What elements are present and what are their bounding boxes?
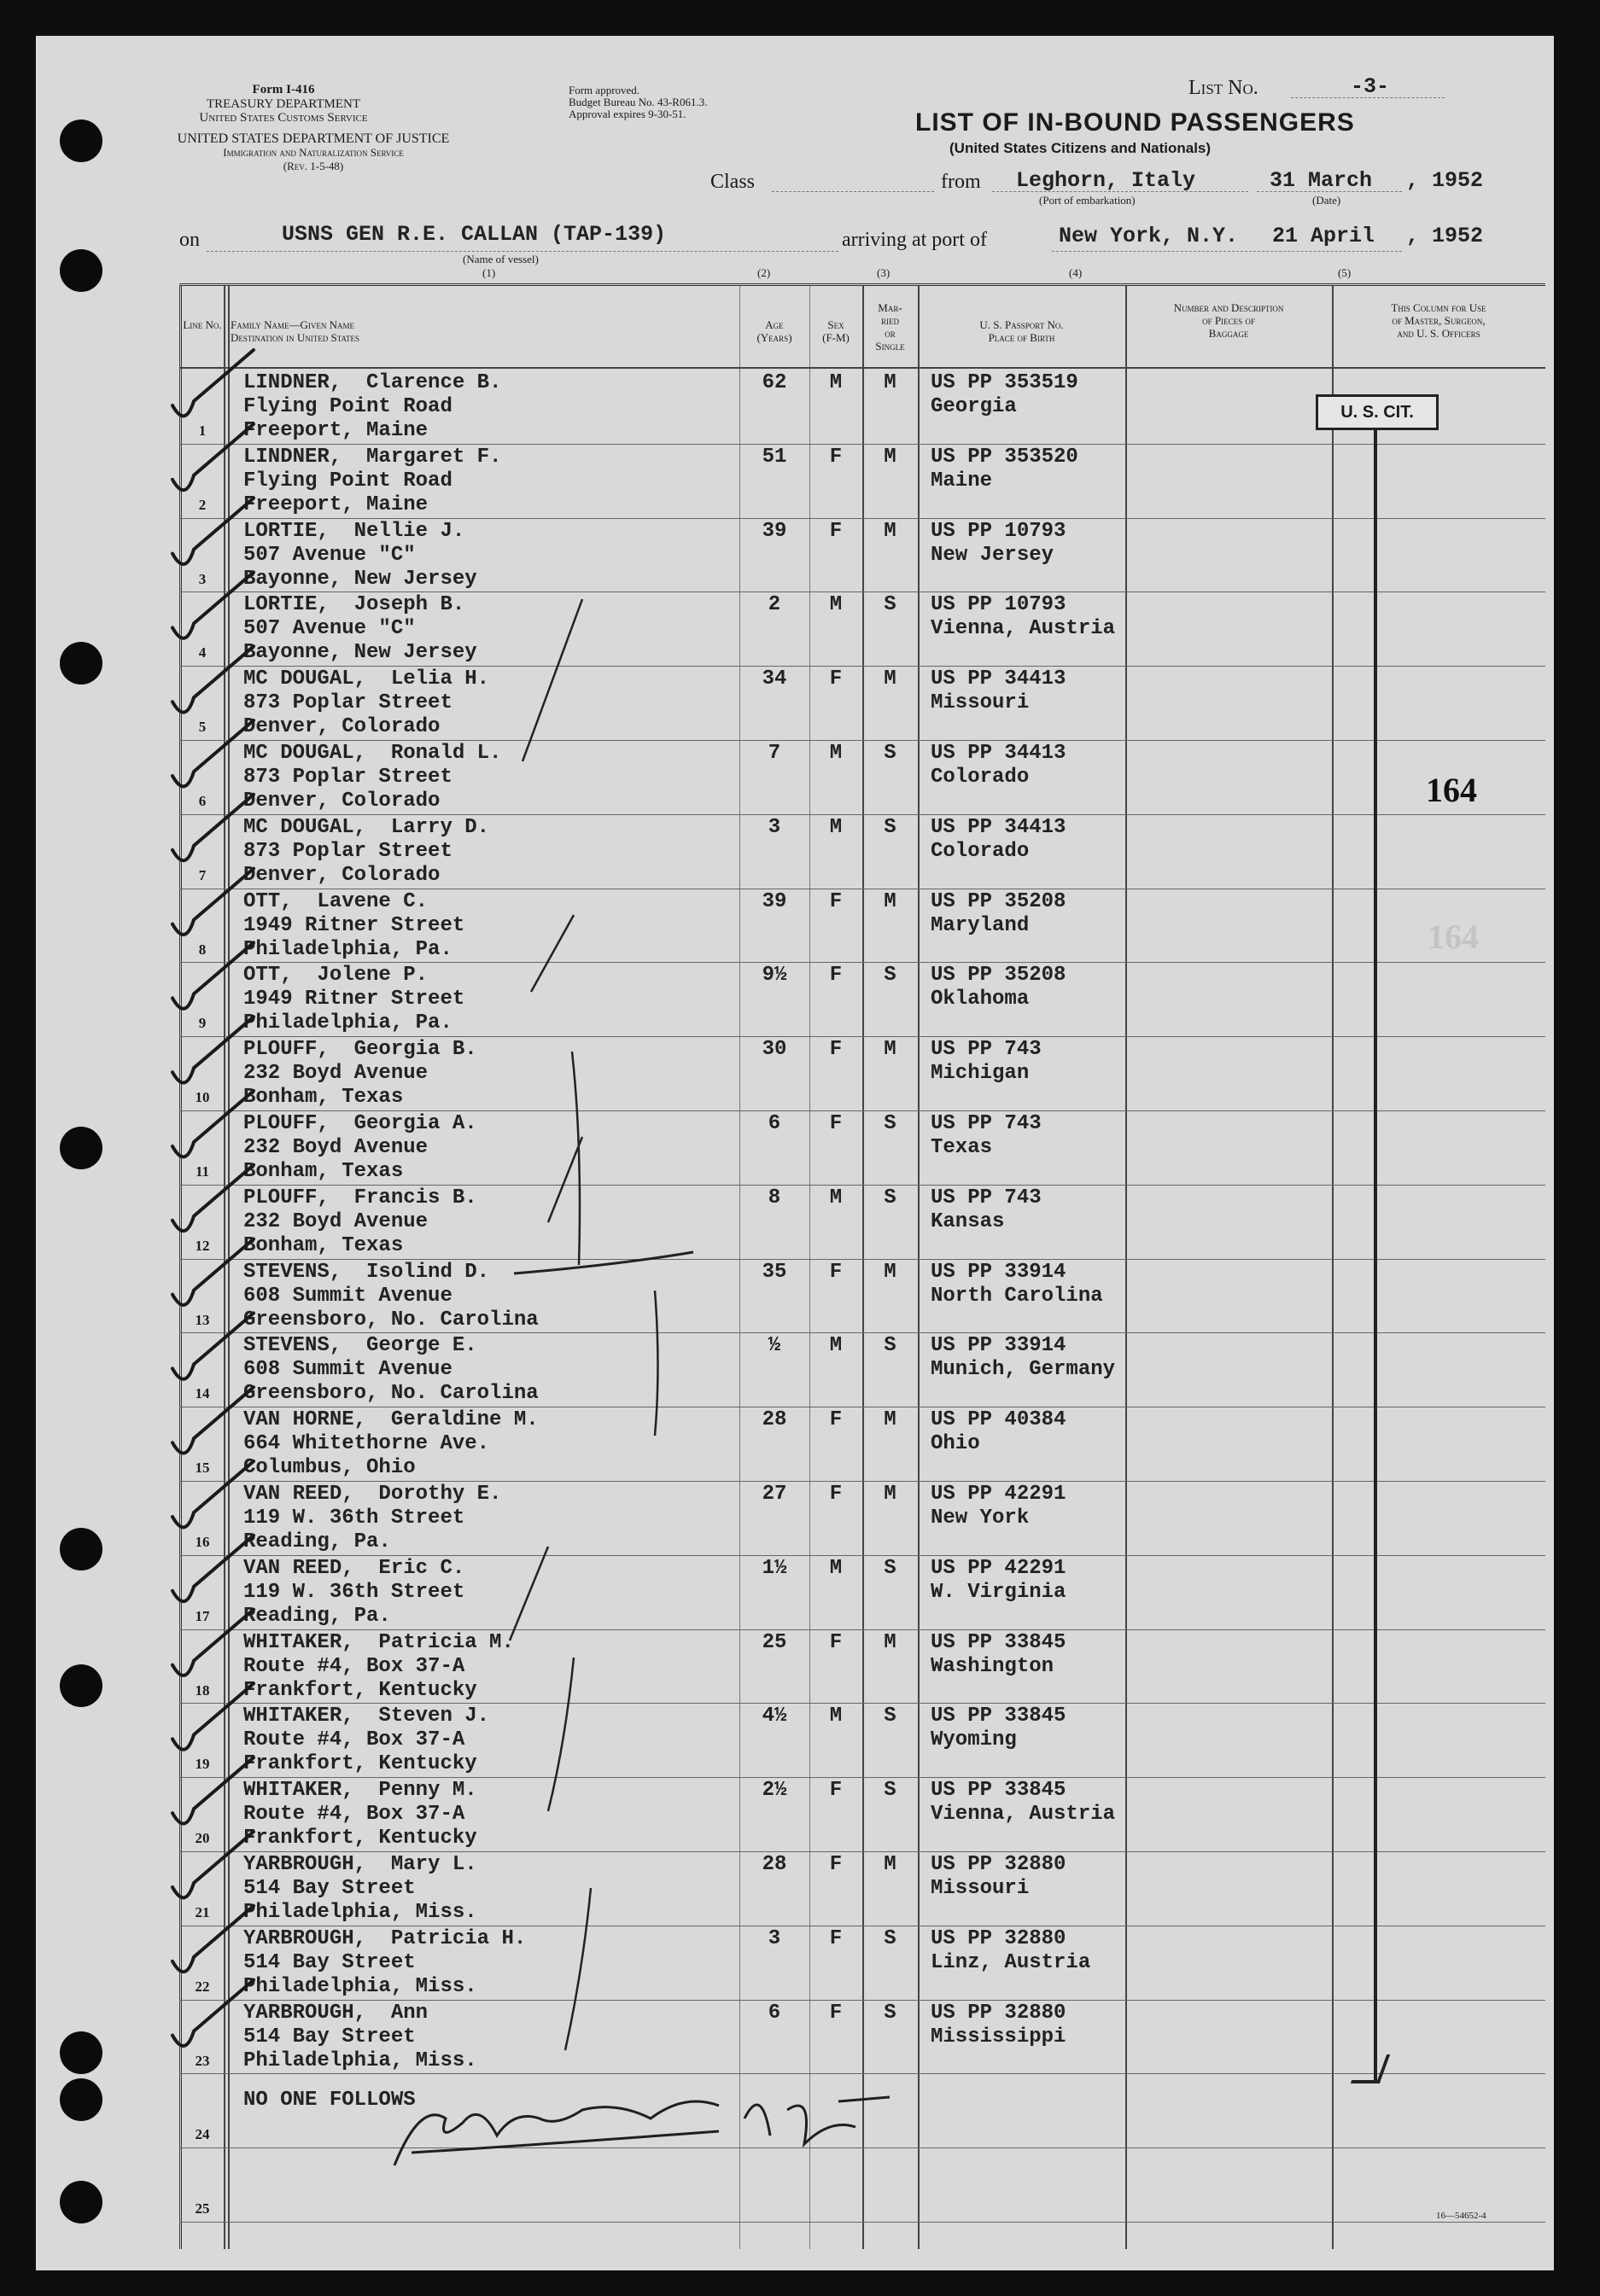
passenger-name-destination: PLOUFF, Georgia A. 232 Boyd Avenue Bonham, Texas [243, 1112, 477, 1183]
passenger-sex: F [829, 1630, 843, 1654]
arrival-date: 21 April [1272, 224, 1375, 248]
passport-and-birthplace: US PP 40384 Ohio [931, 1408, 1066, 1456]
check-mark [172, 1980, 254, 2046]
passport-and-birthplace: US PP 10793 Vienna, Austria [931, 593, 1116, 641]
passenger-age: 25 [762, 1630, 787, 1654]
dept-justice-sub: Immigration and Naturalization Service [223, 146, 404, 159]
passenger-age: ½ [768, 1334, 781, 1358]
passenger-name-destination: STEVENS, Isolind D. 608 Summit Avenue Greensboro, No. Carolina [243, 1260, 539, 1332]
form-title: LIST OF IN-BOUND PASSENGERS [915, 108, 1355, 137]
check-mark [172, 1017, 254, 1082]
line-number: 20 [195, 1830, 210, 1847]
no-one-follows: NO ONE FOLLOWS [243, 2089, 416, 2112]
passenger-name-destination: PLOUFF, Georgia B. 232 Boyd Avenue Bonham, Texas [243, 1038, 477, 1110]
passenger-sex: F [829, 667, 843, 691]
date-caption: (Date) [1312, 194, 1341, 207]
passenger-marital-status: S [884, 593, 896, 617]
passenger-sex: F [829, 2001, 843, 2025]
line-number: 8 [198, 941, 207, 958]
passenger-marital-status: M [884, 1630, 896, 1654]
class-label: Class [710, 171, 756, 193]
line-number: 4 [198, 644, 207, 661]
passport-and-birthplace: US PP 10793 New Jersey [931, 519, 1066, 567]
passenger-age: 35 [762, 1260, 787, 1284]
check-mark [172, 1387, 254, 1453]
passenger-name-destination: LINDNER, Margaret F. Flying Point Road Freeport, Maine [243, 445, 502, 516]
check-mark [172, 498, 254, 564]
col-married: Mar- ried or Single [875, 301, 905, 353]
check-mark [172, 646, 254, 712]
list-no-value: -3- [1351, 74, 1390, 99]
passenger-name-destination: STEVENS, George E. 608 Summit Avenue Greensboro, No. Carolina [243, 1334, 539, 1406]
passport-and-birthplace: US PP 743 Kansas [931, 1186, 1042, 1233]
col-num-3: (3) [877, 266, 891, 279]
line-number: 22 [195, 1978, 210, 1995]
passenger-age: 8 [768, 1186, 781, 1209]
passenger-age: 28 [762, 1853, 787, 1876]
check-mark [172, 1165, 254, 1231]
approval-expiry-text: Approval expires 9-30-51. [569, 108, 686, 120]
passenger-sex: F [829, 1038, 843, 1062]
passenger-sex: F [829, 519, 843, 543]
passenger-age: 2 [768, 593, 781, 617]
passport-and-birthplace: US PP 353519 Georgia [931, 371, 1078, 418]
passenger-name-destination: LORTIE, Nellie J. 507 Avenue "C" Bayonne, New Jersey [243, 519, 477, 591]
line-number: 5 [198, 719, 207, 736]
passenger-name-destination: OTT, Lavene C. 1949 Ritner Street Philadelphia, Pa. [243, 889, 465, 961]
passenger-name-destination: VAN REED, Dorothy E. 119 W. 36th Street Reading, Pa. [243, 1483, 502, 1553]
binder-hole [60, 1127, 102, 1169]
passenger-marital-status: S [884, 1926, 896, 1950]
passenger-marital-status: M [884, 1260, 896, 1284]
passenger-name-destination: YARBROUGH, Mary L. 514 Bay Street Philadelphia, Miss. [243, 1853, 477, 1924]
line-number: 23 [195, 2052, 210, 2069]
passport-and-birthplace: US PP 32880 Missouri [931, 1853, 1066, 1900]
passenger-sex: F [829, 889, 843, 913]
line-number: 7 [198, 866, 207, 883]
dept-justice: UNITED STATES DEPARTMENT OF JUSTICE [177, 131, 450, 146]
line-number: 18 [195, 1681, 210, 1699]
check-mark [172, 942, 254, 1008]
passport-and-birthplace: US PP 42291 W. Virginia [931, 1556, 1066, 1604]
passenger-sex: M [829, 742, 843, 765]
line-number: 14 [195, 1385, 210, 1402]
passenger-name-destination: PLOUFF, Francis B. 232 Boyd Avenue Bonham, Texas [243, 1186, 477, 1257]
check-mark [172, 1832, 254, 1897]
passenger-name-destination: VAN HORNE, Geraldine M. 664 Whitethorne Ave. Columbus, Ohio [243, 1408, 539, 1480]
passenger-name-destination: MC DOUGAL, Larry D. 873 Poplar Street Denver, Colorado [243, 815, 490, 887]
form-subtitle: (United States Citizens and Nationals) [949, 140, 1212, 156]
passenger-name-destination: MC DOUGAL, Lelia H. 873 Poplar Street Denver, Colorado [243, 667, 490, 739]
check-mark [172, 1239, 254, 1305]
passport-and-birthplace: US PP 35208 Maryland [931, 889, 1066, 937]
passenger-marital-status: M [884, 371, 896, 394]
passport-and-birthplace: US PP 32880 Mississippi [931, 2001, 1066, 2048]
col-passport: U. S. Passport No. Place of Birth [979, 318, 1064, 344]
passenger-age: 34 [762, 667, 787, 691]
passenger-sex: F [829, 445, 843, 469]
check-mark [172, 1461, 254, 1527]
line-number: 24 [195, 2126, 210, 2143]
form-approved-text: Form approved. [569, 84, 640, 96]
vessel-caption: (Name of vessel) [463, 253, 539, 265]
passenger-marital-status: M [884, 667, 896, 691]
passenger-sex: F [829, 1779, 843, 1803]
passenger-sex: M [829, 371, 843, 394]
arrival-year: , 1952 [1406, 224, 1484, 248]
passenger-sex: M [829, 1556, 843, 1580]
check-mark [172, 1906, 254, 1972]
handwritten-marks [36, 36, 1554, 2270]
passenger-age: 9½ [762, 964, 787, 988]
passport-and-birthplace: US PP 743 Michigan [931, 1038, 1042, 1086]
passenger-sex: M [829, 593, 843, 617]
passenger-sex: F [829, 964, 843, 988]
passenger-sex: F [829, 1408, 843, 1432]
passenger-marital-status: M [884, 1483, 896, 1506]
passenger-count-stamp-faint: 164 [1428, 918, 1479, 956]
passport-and-birthplace: US PP 34413 Colorado [931, 742, 1066, 789]
passport-and-birthplace: US PP 33845 Wyoming [931, 1705, 1066, 1752]
dept-treasury: TREASURY DEPARTMENT [206, 97, 361, 111]
col-num-4: (4) [1069, 266, 1083, 279]
binder-hole [60, 2078, 102, 2121]
line-number: 11 [195, 1163, 210, 1180]
check-mark [172, 1536, 254, 1601]
line-number: 13 [195, 1311, 210, 1328]
binder-hole [60, 1664, 102, 1707]
check-mark [172, 1091, 254, 1157]
passenger-age: 62 [762, 371, 787, 394]
passenger-marital-status: S [884, 1186, 896, 1209]
form-number: Form I-416 [252, 83, 315, 96]
col-line-no: Line No. [183, 318, 222, 331]
passenger-name-destination: WHITAKER, Steven J. Route #4, Box 37-A Frankfort, Kentucky [243, 1705, 490, 1776]
manifest-sheet [36, 36, 1554, 2270]
binder-hole [60, 2181, 102, 2223]
passenger-sex: M [829, 1334, 843, 1358]
passenger-name-destination: YARBROUGH, Ann 514 Bay Street Philadelphia, Miss. [243, 2001, 477, 2072]
passport-and-birthplace: US PP 353520 Maine [931, 445, 1078, 492]
passenger-name-destination: LINDNER, Clarence B. Flying Point Road Freeport, Maine [243, 371, 502, 442]
col-num-1: (1) [482, 266, 496, 279]
passenger-name-destination: VAN REED, Eric C. 119 W. 36th Street Reading, Pa. [243, 1556, 465, 1628]
passenger-marital-status: S [884, 964, 896, 988]
col-num-2: (2) [757, 266, 771, 279]
passenger-name-destination: MC DOUGAL, Ronald L. 873 Poplar Street Denver, Colorado [243, 742, 502, 813]
passenger-age: 3 [768, 815, 781, 839]
port-embark-caption: (Port of embarkation) [1039, 194, 1136, 207]
us-citizen-stamp: U. S. CIT. [1316, 394, 1439, 430]
passenger-age: 2½ [762, 1779, 787, 1803]
passenger-age: 39 [762, 519, 787, 543]
passenger-marital-status: M [884, 519, 896, 543]
embarkation-year: , 1952 [1406, 168, 1484, 193]
passenger-age: 51 [762, 445, 787, 469]
check-mark [172, 866, 254, 935]
binder-hole [60, 2031, 102, 2074]
passport-and-birthplace: US PP 35208 Oklahoma [931, 964, 1066, 1011]
embarkation-date: 31 March [1270, 168, 1373, 193]
binder-hole [60, 642, 102, 685]
binder-hole [60, 249, 102, 292]
line-number: 2 [198, 496, 207, 513]
line-number: 17 [195, 1607, 210, 1624]
footer-code: 16—54652-4 [1436, 2211, 1486, 2221]
passenger-age: 28 [762, 1408, 787, 1432]
passport-and-birthplace: US PP 34413 Missouri [931, 667, 1066, 715]
passenger-sex: F [829, 1926, 843, 1950]
check-mark [172, 424, 254, 490]
col-name: Family Name—Given Name Destination in United States [231, 318, 360, 344]
passenger-age: 7 [768, 742, 781, 765]
passenger-marital-status: S [884, 2001, 896, 2025]
line-number: 6 [198, 793, 207, 809]
passenger-marital-status: M [884, 1408, 896, 1432]
line-number: 25 [195, 2200, 210, 2217]
passenger-marital-status: S [884, 1705, 896, 1728]
passenger-name-destination: LORTIE, Joseph B. 507 Avenue "C" Bayonne, New Jersey [243, 593, 477, 665]
passenger-marital-status: M [884, 445, 896, 469]
dept-treasury-sub: United States Customs Service [199, 111, 368, 125]
line-number: 10 [195, 1089, 210, 1106]
check-mark [172, 1757, 254, 1823]
passenger-age: 30 [762, 1038, 787, 1062]
check-mark [172, 572, 254, 638]
check-mark [172, 1607, 254, 1675]
line-number: 1 [198, 422, 207, 439]
col-sex: Sex (F-M) [822, 318, 850, 344]
from-label: from [941, 171, 981, 193]
passenger-name-destination: YARBROUGH, Patricia H. 514 Bay Street Philadelphia, Miss. [243, 1926, 527, 1998]
check-mark [172, 1683, 254, 1749]
budget-bureau-text: Budget Bureau No. 43-R061.3. [569, 96, 708, 108]
passport-and-birthplace: US PP 743 Texas [931, 1112, 1042, 1159]
check-mark [172, 795, 254, 860]
passenger-marital-status: S [884, 1334, 896, 1358]
line-number: 3 [198, 570, 207, 587]
passenger-age: 1½ [762, 1556, 787, 1580]
passenger-age: 27 [762, 1483, 787, 1506]
check-mark [172, 1313, 254, 1378]
passport-and-birthplace: US PP 33845 Washington [931, 1630, 1066, 1678]
col-age: Age (Years) [756, 318, 792, 344]
passenger-sex: F [829, 1853, 843, 1876]
form-revision: (Rev. 1-5-48) [283, 160, 344, 172]
passport-and-birthplace: US PP 42291 New York [931, 1483, 1066, 1530]
passenger-count-stamp: 164 [1426, 771, 1477, 809]
passenger-marital-status: S [884, 1779, 896, 1803]
passenger-sex: F [829, 1483, 843, 1506]
port-of-embarkation: Leghorn, Italy [1016, 168, 1196, 193]
passenger-marital-status: S [884, 1112, 896, 1135]
passenger-sex: M [829, 1705, 843, 1728]
binder-hole [60, 119, 102, 162]
line-number: 19 [195, 1756, 210, 1773]
passenger-name-destination: WHITAKER, Penny M. Route #4, Box 37-A Frankfort, Kentucky [243, 1779, 477, 1850]
passenger-sex: F [829, 1260, 843, 1284]
passenger-marital-status: M [884, 889, 896, 913]
passport-and-birthplace: US PP 33914 North Carolina [931, 1260, 1103, 1308]
passenger-age: 4½ [762, 1705, 787, 1728]
passenger-marital-status: S [884, 1556, 896, 1580]
binder-hole [60, 1528, 102, 1570]
col-baggage: Number and Description of Pieces of Baggage [1173, 301, 1284, 340]
arrival-port: New York, N.Y. [1059, 224, 1239, 248]
vessel-name: USNS GEN R.E. CALLAN (TAP-139) [282, 222, 667, 247]
line-number: 21 [195, 1904, 210, 1920]
line-number: 12 [195, 1237, 210, 1254]
line-number: 16 [195, 1534, 210, 1550]
passport-and-birthplace: US PP 32880 Linz, Austria [931, 1926, 1091, 1974]
col-officers: This Column for Use of Master, Surgeon, and U. S. Officers [1391, 301, 1486, 340]
passport-and-birthplace: US PP 33845 Vienna, Austria [931, 1779, 1116, 1827]
passenger-marital-status: M [884, 1038, 896, 1062]
signature [394, 2097, 890, 2165]
passport-and-birthplace: US PP 33914 Munich, Germany [931, 1334, 1116, 1382]
passenger-age: 39 [762, 889, 787, 913]
passenger-age: 3 [768, 1926, 781, 1950]
check-mark [172, 720, 254, 786]
passenger-marital-status: S [884, 742, 896, 765]
passenger-marital-status: M [884, 1853, 896, 1876]
col-num-5: (5) [1338, 266, 1352, 279]
passenger-name-destination: WHITAKER, Patricia M. Route #4, Box 37-A Frankfort, Kentucky [243, 1630, 514, 1702]
passenger-sex: F [829, 1112, 843, 1135]
passenger-sex: M [829, 815, 843, 839]
passenger-name-destination: OTT, Jolene P. 1949 Ritner Street Philadelphia, Pa. [243, 964, 465, 1035]
passenger-marital-status: S [884, 815, 896, 839]
on-label: on [179, 229, 200, 251]
line-number: 15 [195, 1460, 210, 1477]
passport-and-birthplace: US PP 34413 Colorado [931, 815, 1066, 863]
passenger-sex: M [829, 1186, 843, 1209]
list-no-label: List No. [1188, 77, 1258, 99]
arriving-label: arriving at port of [842, 229, 987, 251]
passenger-age: 6 [768, 1112, 781, 1135]
line-number: 9 [198, 1015, 207, 1032]
check-mark [172, 350, 254, 416]
passenger-age: 6 [768, 2001, 781, 2025]
